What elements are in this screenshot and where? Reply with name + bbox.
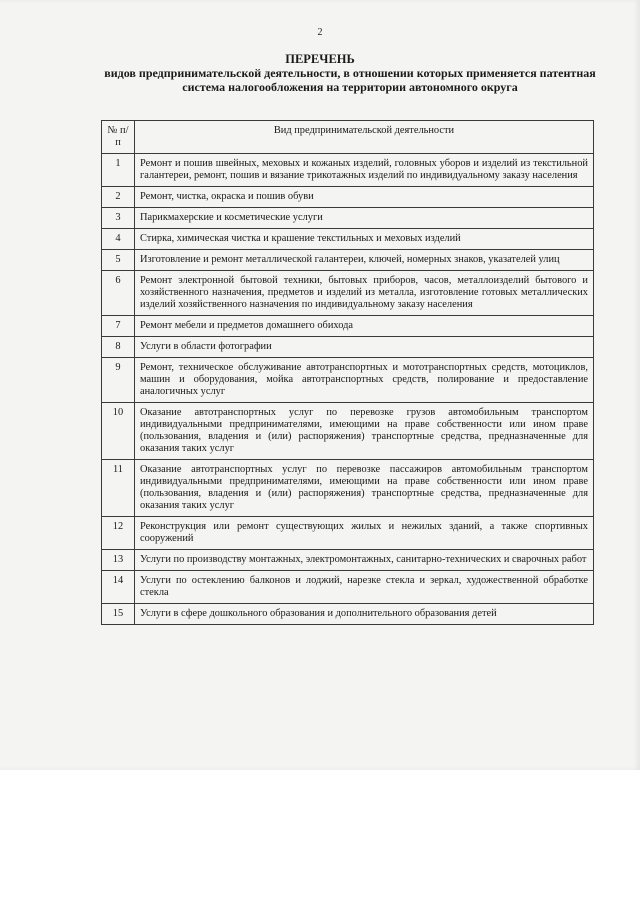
row-number: 12 [102, 517, 135, 550]
row-activity: Оказание автотранспортных услуг по перевозке грузов автомобильным транспортом индивидуальными предпринимателями, имеющими на праве собственности или ином праве (пользования, владения и (или) распоряжения) транспортные средства, предназначенные для оказания таких услуг [135, 403, 594, 460]
row-number: 6 [102, 271, 135, 316]
table-header-row [102, 121, 594, 154]
table-row [102, 187, 594, 208]
table-row [102, 460, 594, 517]
table-row [102, 271, 594, 316]
row-number: 5 [102, 250, 135, 271]
row-activity: Ремонт мебели и предметов домашнего обихода [135, 316, 594, 337]
table-row [102, 316, 594, 337]
row-number: 9 [102, 358, 135, 403]
table-row [102, 604, 594, 625]
table-row [102, 358, 594, 403]
table-row [102, 550, 594, 571]
document-subtitle: видов предпринимательской деятельности, в отношении которых применяется патентная система налогообложения на территории автономного округа [104, 66, 596, 94]
row-number: 11 [102, 460, 135, 517]
row-number: 2 [102, 187, 135, 208]
header-number: № п/п [102, 121, 135, 154]
row-activity: Услуги по остеклению балконов и лоджий, нарезке стекла и зеркал, художественной обработке стекла [135, 571, 594, 604]
row-number: 10 [102, 403, 135, 460]
row-activity: Изготовление и ремонт металлической галантереи, ключей, номерных знаков, указателей улиц [135, 250, 594, 271]
table-body [102, 154, 594, 625]
row-activity: Стирка, химическая чистка и крашение текстильных и меховых изделий [135, 229, 594, 250]
row-number: 8 [102, 337, 135, 358]
row-activity: Ремонт и пошив швейных, меховых и кожаных изделий, головных уборов и изделий из текстильной галантереи, ремонт, пошив и вязание трикотажных изделий по индивидуальному заказу населения [135, 154, 594, 187]
row-number: 14 [102, 571, 135, 604]
activities-table [101, 120, 594, 625]
table-row [102, 154, 594, 187]
row-number: 4 [102, 229, 135, 250]
row-activity: Реконструкция или ремонт существующих жилых и нежилых зданий, а также спортивных сооружений [135, 517, 594, 550]
table-row [102, 229, 594, 250]
row-activity: Услуги по производству монтажных, электромонтажных, санитарно-технических и сварочных работ [135, 550, 594, 571]
row-activity: Ремонт электронной бытовой техники, бытовых приборов, часов, металлоизделий бытового и хозяйственного назначения, предметов и изделий из металла, изготовление готовых металлических изделий хозяйственного назначения по индивидуальному заказу населения [135, 271, 594, 316]
table-row [102, 517, 594, 550]
row-activity: Ремонт, техническое обслуживание автотранспортных и мототранспортных средств, мотоциклов, машин и оборудования, мойка автотранспортных средств, полирование и предоставление аналогичных услуг [135, 358, 594, 403]
row-activity: Оказание автотранспортных услуг по перевозке пассажиров автомобильным транспортом индивидуальными предпринимателями, имеющими на праве собственности или ином праве (пользования, владения и (или) распоряжения) транспортные средства, предназначенные для оказания таких услуг [135, 460, 594, 517]
document-title: ПЕРЕЧЕНЬ [285, 52, 355, 66]
row-activity: Услуги в области фотографии [135, 337, 594, 358]
row-number: 1 [102, 154, 135, 187]
table-row [102, 403, 594, 460]
row-activity: Ремонт, чистка, окраска и пошив обуви [135, 187, 594, 208]
row-activity: Услуги в сфере дошкольного образования и дополнительного образования детей [135, 604, 594, 625]
row-number: 7 [102, 316, 135, 337]
table-row [102, 571, 594, 604]
row-number: 3 [102, 208, 135, 229]
row-number: 15 [102, 604, 135, 625]
row-activity: Парикмахерские и косметические услуги [135, 208, 594, 229]
table-row [102, 208, 594, 229]
header-activity: Вид предпринимательской деятельности [135, 121, 594, 154]
table-row [102, 250, 594, 271]
row-number: 13 [102, 550, 135, 571]
page-number: 2 [317, 27, 323, 38]
table-row [102, 337, 594, 358]
